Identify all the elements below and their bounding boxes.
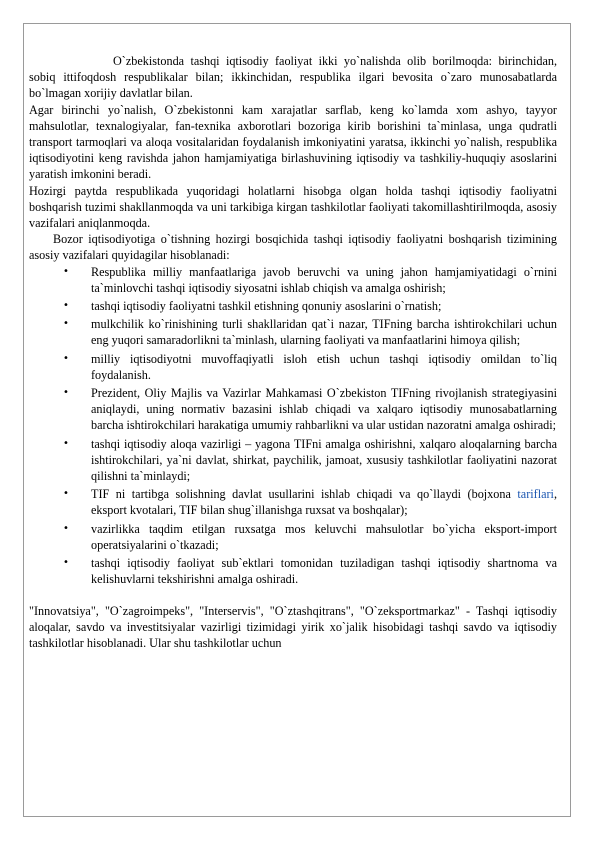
paragraph-organizations: "Innovatsiya", "O`zagroimpeks", "Interservis", "O`ztashqitrans", "O`zeksportmarkaz" - Tashqi iqtisodiy aloqalar, savdo va investitsiyalar vazirligi tizimidagi yirik xo`jalik hisobidagi tashqi savdo va iqtisodiy tashkilotlar hisoblanadi. Ular shu tashkilotlar uchun: [29, 603, 557, 650]
list-item-text: , eksport kvotalari, TIF bilan shug`illanishga ruxsat va boshqalar);: [91, 487, 557, 518]
paragraph-directions: Agar birinchi yo`nalish, O`zbekistonni kam xarajatlar sarflab, keng ko`lamda xom ashyo, tayyor mahsulotlar, texnalogiyalar, fan-texnika axborotlari bozoriga kirib borishini ta`minlasa, unga qudratli transport tarmoqlari va aloqa vositalaridan foydalanish imkoniyatini yaratsa, ikkinchi yo`nalish, respublika iqtisodiyotini keng ravishda jahon hamjamiyatiga birlashuvining iqtisodiy va tashkiliy-huquqiy asoslarini yaratish imkonini beradi.: [29, 102, 557, 182]
list-item: • milliy iqtisodiyotni muvoffaqiyatli isloh etish uchun tashqi iqtisodiy omildan to`liq foydalanish.: [91, 351, 557, 383]
paragraph-intro: O`zbekistonda tashqi iqtisodiy faoliyat ikki yo`nalishda olib borilmoqda: birinchidan, sobiq ittifoqdosh respublikalar bilan; ikkinchidan, respublika ilgari bevosita o`zaro munosabatlarda bo`lmagan xorijiy davlatlar bilan.: [29, 54, 557, 101]
paragraph-current-state: Hozirgi paytda respublikada yuqoridagi holatlarni hisobga olgan holda tashqi iqtisodiy faoliyatni boshqarish tuzimi shakllanmoqda va uni tarkibiga kirgan tashkilotlar faoliyati takomillashtirilmoqda, asosiy vazifalari aniqlanmoqda.: [29, 183, 557, 231]
tasks-list: [29, 264, 557, 588]
list-item: • mulkchilik ko`rinishining turli shakllaridan qat`i nazar, TIFning barcha ishtirokchilari uchun eng yuqori samaradorlikni ta`minlash, ularning faoliyati va manfaatlarini himoya qilish;: [91, 316, 557, 348]
list-item: [91, 486, 557, 518]
list-item: • tashqi iqtisodiy faoliyatni tashkil etishning qonuniy asoslarini o`rnatish;: [91, 298, 557, 314]
document-body: [29, 53, 557, 651]
spacer: [29, 590, 557, 603]
list-item: • tashqi iqtisodiy aloqa vazirligi – yagona TIFni amalga oshirishni, xalqaro aloqalarning barcha ishtirokchilari, ya`ni davlat, shirkat, paychilik, jamoat, xususiy tashkilotlar faoliyatini nazorat qilishni ta`minlaydi;: [91, 436, 557, 485]
list-item-text: TIF ni tartibga solishning davlat usullarini ishlab chiqadi va qo`llaydi (bojxona: [91, 487, 518, 502]
list-item: • vazirlikka taqdim etilgan ruxsatga mos keluvchi mahsulotlar bo`yicha eksport-import operatsiyalarini o`tkazadi;: [91, 521, 557, 553]
paragraph-tasks-intro: Bozor iqtisodiyotiga o`tishning hozirgi bosqichida tashqi iqtisodiy faoliyatni boshqarish tizimining asosiy vazifalari quyidagilar hisoblanadi:: [29, 232, 557, 263]
list-item: • Respublika milliy manfaatlariga javob beruvchi va uning jahon hamjamiyatidagi o`rnini ta`minlovchi tashqi iqtisodiy siyosatni ishlab chiqish va amalga oshirish;: [91, 264, 557, 296]
list-item: • Prezident, Oliy Majlis va Vazirlar Mahkamasi O`zbekiston TIFning rivojlanish strategiyasini aniqlaydi, uning normativ bazasini ishlab chiqadi va xalqaro iqtisodiy munosabatlarning barcha ishtirokchilari harakatiga umumiy rahbarlikni va ular ustidan nazoratni amalga oshiradi;: [91, 385, 557, 434]
list-item: • tashqi iqtisodiy faoliyat sub`ektlari tomonidan tuziladigan tashqi iqtisodiy shartnoma va kelishuvlarni tekshirishni amalga oshiradi.: [91, 555, 557, 587]
tariffs-link[interactable]: tariflari: [517, 487, 554, 502]
